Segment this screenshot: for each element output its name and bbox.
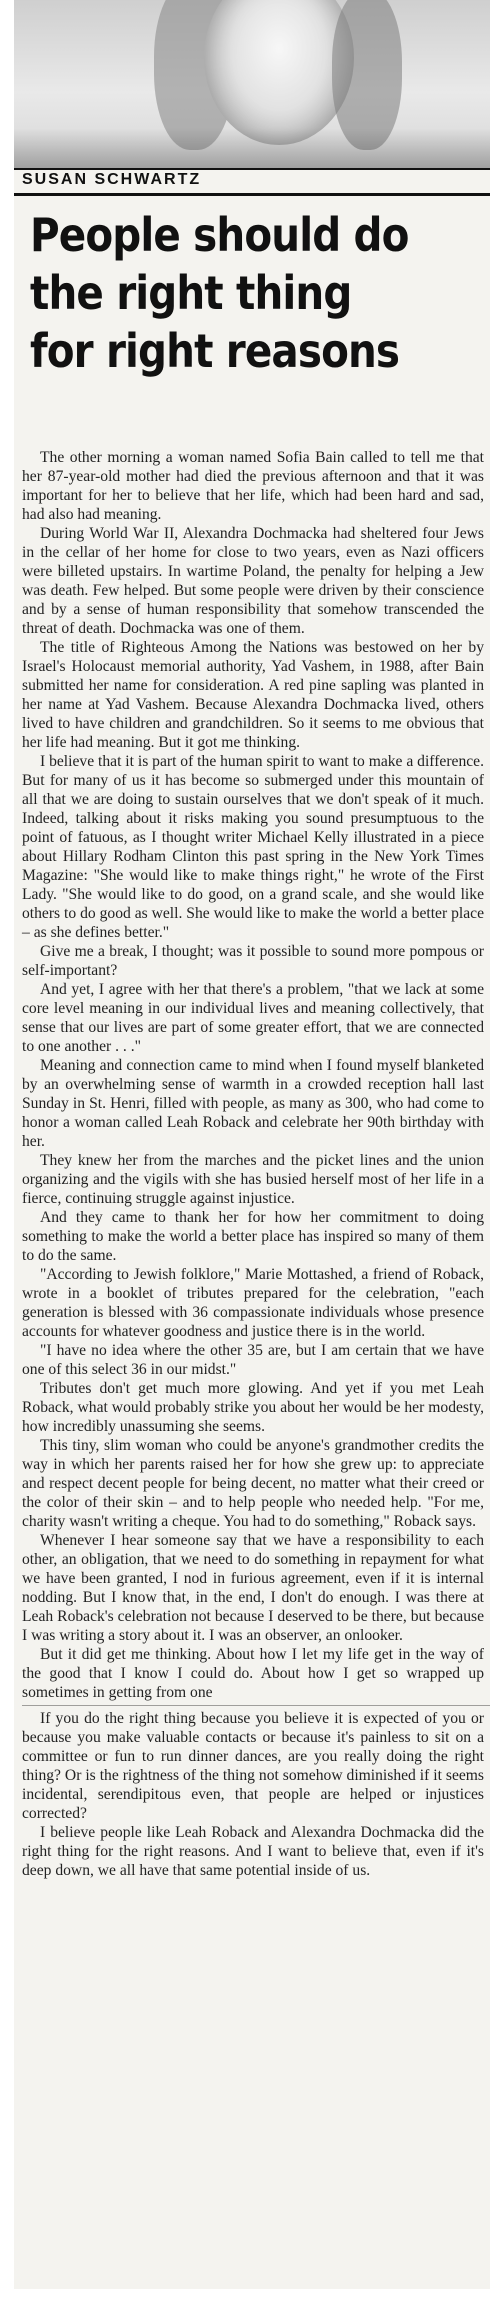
paragraph-14: Whenever I hear someone say that we have a responsibility to each other, an obligation, that we need to do something in repayment for what we have been granted, I nod in furious agreement, even if it is internal nodding. But I know that, in the end, I don't do enough. I was there at Leah Roback's celebration not because I deserved to be there, but because I was writing a story about it. I was an observer, an onlooker.: [22, 1532, 484, 1644]
headline-line-2: the right thing: [30, 266, 352, 320]
paragraph-9: And they came to thank her for how her commitment to doing something to make the world a better place has inspired so many of them to do the same.: [22, 1209, 484, 1264]
paragraph-15: But it did get me thinking. About how I let my life get in the way of the good that I know I could do. About how I get so wrapped up sometimes in getting from one: [22, 1646, 484, 1701]
paragraph-2: During World War II, Alexandra Dochmacka had sheltered four Jews in the cellar of her home for close to two years, even as Nazi officers were billeted upstairs. In wartime Poland, the penalty for helping a Jew was death. Few helped. But some people were driven by their conscience and by a sense of human responsibility that somehow transcended the threat of death. Dochmacka was one of them.: [22, 525, 484, 637]
headline-line-1: People should do: [30, 208, 409, 262]
columnist-photo: [14, 0, 490, 168]
paragraph-13: This tiny, slim woman who could be anyone's grandmother credits the way in which her parents raised her for how she grew up: to appreciate and respect decent people for being decent, no matter what their creed or the color of their skin – and to help people who needed help. "For me, charity wasn't writing a cheque. You had to do something," Roback says.: [22, 1437, 484, 1530]
paragraph-3: The title of Righteous Among the Nations was bestowed on her by Israel's Holocaust memorial authority, Yad Vashem, in 1988, after Bain submitted her name for consideration. A red pine sapling was planted in her name at Yad Vashem. Because Alexandra Dochmacka lived, others lived to have children and grandchildren. So it seems to me obvious that her life had meaning. But it got me thinking.: [22, 639, 484, 751]
byline-rule-bottom: [14, 193, 490, 196]
paragraph-11: "I have no idea where the other 35 are, but I am certain that we have one of this select 36 in our midst.": [22, 1342, 484, 1378]
byline: SUSAN SCHWARTZ: [22, 171, 202, 188]
paragraph-7: Meaning and connection came to mind when I found myself blanketed by an overwhelming sense of warmth in a crowded reception hall last Sunday in St. Henri, filled with people, as many as 300, who had come to honor a woman called Leah Roback and celebrate her 90th birthday with her.: [22, 1057, 484, 1150]
paragraph-16: If you do the right thing because you believe it is expected of you or because you make valuable contacts or because it's painless to sit on a committee or fun to run dinner dances, are you really doing the right thing? Or is the rightness of the thing not somehow diminished if it seems incidental, serendipitous even, that people are helped or injustices corrected?: [22, 1710, 484, 1822]
paragraph-4: I believe that it is part of the human spirit to want to make a difference. But for many of us it has become so submerged under this mountain of all that we are doing to sustain ourselves that we don't speak of it much. Indeed, talking about it risks making you sound presumptuous to the point of fatuous, as I thought writer Michael Kelly illustrated in a piece about Hillary Rodham Clinton this past spring in the New York Times Magazine: "She would like to make things right," he wrote of the First Lady. "She would like to do good, on a grand scale, and she would like others to do good as well. She would like to make the world a better place – as she defines better.": [22, 753, 484, 941]
headline-line-3: for right reasons: [30, 324, 400, 378]
clipping-cut-line: [22, 1705, 490, 1706]
article-body: [22, 448, 484, 1880]
paragraph-12: Tributes don't get much more glowing. And yet if you met Leah Roback, what would probably strike you about her would be her modesty, how incredibly unassuming she seems.: [22, 1380, 484, 1435]
paragraph-10: "According to Jewish folklore," Marie Mottashed, a friend of Roback, wrote in a booklet of tributes prepared for the celebration, "each generation is blessed with 36 compassionate individuals whose presence accounts for whatever goodness and justice there is in the world.: [22, 1266, 484, 1340]
paragraph-1: The other morning a woman named Sofia Bain called to tell me that her 87-year-old mother had died the previous afternoon and that it was important for her to believe that her life, which had been hard and sad, had also had meaning.: [22, 449, 484, 523]
photo-shade: [14, 128, 490, 168]
newspaper-clipping: [14, 0, 490, 2289]
paragraph-17: I believe people like Leah Roback and Alexandra Dochmacka did the right thing for the right reasons. And I want to believe that, even if it's deep down, we all have that same potential inside of us.: [22, 1824, 484, 1879]
byline-rule-top: [14, 168, 490, 170]
paragraph-5: Give me a break, I thought; was it possible to sound more pompous or self-important?: [22, 943, 484, 979]
paragraph-8: They knew her from the marches and the picket lines and the union organizing and the vigils with she has busied herself most of her life in a fierce, continuing struggle against injustice.: [22, 1152, 484, 1207]
headline: [30, 206, 426, 380]
paragraph-6: And yet, I agree with her that there's a problem, "that we lack at some core level meaning in our individual lives and meaning collectively, that sense that our lives are part of some greater effort, that we are connected to one another . . .": [22, 981, 484, 1055]
